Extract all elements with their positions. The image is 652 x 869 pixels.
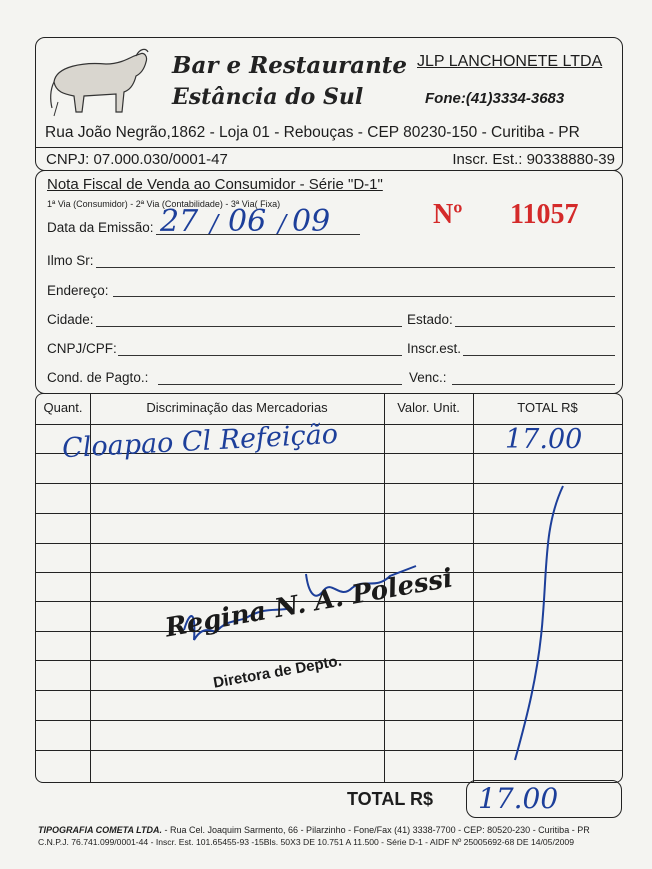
cnpj-cpf-line [118,355,402,356]
estado-line [455,326,615,327]
item-total: 17.00 [505,424,583,455]
total-value: 17.00 [478,782,559,815]
item-description: Cloapao Cl Refeição [61,418,339,465]
date-day: 27 [160,204,199,239]
invoice-number: 11057 [510,199,579,230]
company-phone: Fone:(41)3334-3683 [425,90,565,107]
date-month: 06 [228,204,267,239]
stamp-name: Regina N. A. Polessi [163,563,456,644]
footer-printer-address: - Rua Cel. Joaquim Sarmento, 66 - Pilarzinho - Fone/Fax (41) 3338-7700 - CEP: 80520-230 - Curitiba - PR [162,825,590,835]
endereco-line [113,296,615,297]
business-name-line1: Bar e Restaurante [172,52,408,79]
estado-label: Estado: [407,312,453,327]
date-label: Data da Emissão: [47,220,154,235]
company-name: JLP LANCHONETE LTDA [417,53,603,70]
invoice-copies: 1ª Via (Consumidor) - 2ª Via (Contabilidade) - 3ª Via( Fixa) [47,199,281,209]
venc-label: Venc.: [409,370,447,385]
cidade-label: Cidade: [47,312,94,327]
header-discriminacao: Discriminação das Mercadorias [146,400,328,415]
company-address: Rua João Negrão,1862 - Loja 01 - Rebouças - CEP 80230-150 - Curitiba - PR [45,124,580,141]
header-quant: Quant. [43,400,83,415]
date-year: 09 [292,204,331,239]
company-cnpj: CNPJ: 07.000.030/0001-47 [46,151,228,168]
inscr-est-label: Inscr.est. [407,341,462,356]
cond-pagto-label: Cond. de Pagto.: [47,370,149,385]
cnpj-cpf-label: CNPJ/CPF: [47,341,117,356]
footer-line2: C.N.P.J. 76.741.099/0001-44 - Inscr. Est. 101.65455-93 -15Bls. 50X3 DE 10.751 A 11.500 - Série D-1 - AIDF Nº 25005692-68 DE 14/05/2009 [38,837,574,847]
endereco-label: Endereço: [47,283,109,298]
ilmo-label: Ilmo Sr: [47,253,94,268]
header-valor-unit: Valor. Unit. [397,400,460,415]
cidade-line [96,326,402,327]
header-divider [35,147,623,148]
date-sep1: / [210,210,219,238]
business-name-line2: Estância do Sul [172,84,364,110]
cond-pagto-line [158,384,402,385]
stamp-role: Diretora de Depto. [212,652,344,692]
footer-printer: TIPOGRAFIA COMETA LTDA. [38,825,162,835]
inscr-est-line [463,355,615,356]
cancel-stroke [505,484,575,764]
cow-icon [44,42,152,122]
footer-line1 [38,825,590,835]
header-total: TOTAL R$ [517,400,578,415]
invoice-number-symbol: Nº [433,199,463,230]
company-inscr-est: Inscr. Est.: 90338880-39 [452,151,615,168]
venc-line [452,384,615,385]
ilmo-line [96,267,615,268]
date-sep2: / [278,210,287,238]
invoice-title: Nota Fiscal de Venda ao Consumidor - Série "D-1" [47,176,383,193]
total-label: TOTAL R$ [347,789,434,809]
